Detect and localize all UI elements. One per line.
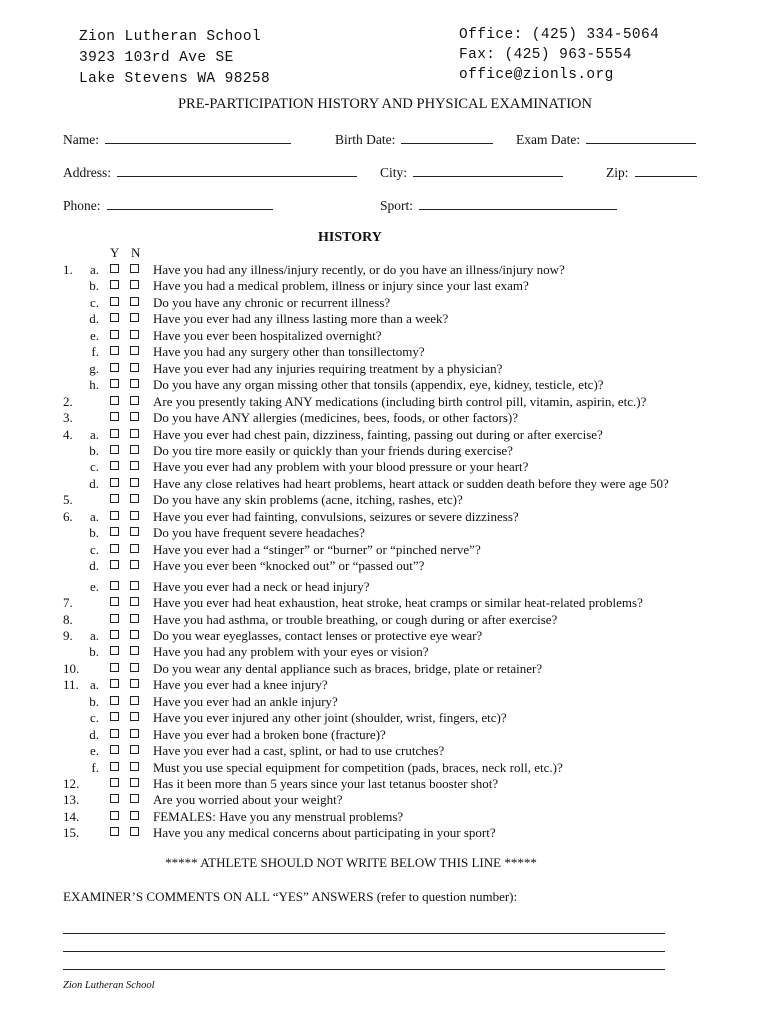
yes-checkbox[interactable] bbox=[110, 679, 119, 688]
yes-checkbox[interactable] bbox=[110, 313, 119, 322]
yes-checkbox[interactable] bbox=[110, 494, 119, 503]
history-question-row bbox=[0, 394, 770, 410]
history-question-row bbox=[0, 443, 770, 459]
history-question-row bbox=[0, 262, 770, 278]
question-sub-letter: e. bbox=[89, 578, 99, 594]
question-number: 8. bbox=[63, 611, 73, 627]
phone-field[interactable] bbox=[63, 197, 273, 214]
question-sub-letter: h. bbox=[89, 377, 99, 393]
question-number: 7. bbox=[63, 595, 73, 610]
address-field[interactable] bbox=[63, 164, 357, 181]
no-checkbox[interactable] bbox=[130, 544, 139, 553]
sport-label: Sport: bbox=[380, 198, 414, 213]
question-text: Do you have any organ missing other that tonsils (appendix, eye, kidney, testicle, etc)? bbox=[153, 377, 604, 393]
question-sub-letter: c. bbox=[89, 294, 99, 310]
no-checkbox[interactable] bbox=[130, 313, 139, 322]
yes-checkbox[interactable] bbox=[110, 461, 119, 470]
question-text: Do you have frequent severe headaches? bbox=[153, 525, 365, 541]
no-checkbox[interactable] bbox=[130, 794, 139, 803]
yes-checkbox[interactable] bbox=[110, 527, 119, 536]
no-checkbox[interactable] bbox=[130, 461, 139, 470]
no-checkbox[interactable] bbox=[130, 597, 139, 606]
question-text: Have you ever had a cast, splint, or had to use crutches? bbox=[153, 743, 445, 758]
no-checkbox[interactable] bbox=[130, 412, 139, 421]
no-checkbox[interactable] bbox=[130, 445, 139, 454]
question-number: 2. bbox=[63, 393, 73, 409]
question-text: Have you had any illness/injury recently, or do you have an illness/injury now? bbox=[153, 262, 565, 277]
birth-date-label: Birth Date: bbox=[335, 132, 396, 147]
question-sub-letter: b. bbox=[89, 442, 99, 458]
no-checkbox[interactable] bbox=[130, 679, 139, 688]
history-question-row bbox=[0, 579, 770, 595]
yes-checkbox[interactable] bbox=[110, 346, 119, 355]
no-checkbox[interactable] bbox=[130, 614, 139, 623]
history-question-row bbox=[0, 492, 770, 508]
question-text: Have you had any problem with your eyes or vision? bbox=[153, 644, 429, 660]
history-question-row bbox=[0, 694, 770, 710]
yes-checkbox[interactable] bbox=[110, 280, 119, 289]
history-question-row bbox=[0, 328, 770, 344]
no-checkbox[interactable] bbox=[130, 560, 139, 569]
school-address-line1: 3923 103rd Ave SE bbox=[79, 50, 234, 66]
history-question-row bbox=[0, 628, 770, 644]
question-number: 9. bbox=[63, 627, 73, 643]
history-question-row bbox=[0, 459, 770, 475]
history-question-row bbox=[0, 476, 770, 492]
no-checkbox[interactable] bbox=[130, 762, 139, 771]
exam-date-label: Exam Date: bbox=[516, 132, 581, 147]
no-checkbox[interactable] bbox=[130, 396, 139, 405]
question-text: Must you use special equipment for competition (pads, braces, neck roll, etc.)? bbox=[153, 759, 563, 775]
yes-checkbox[interactable] bbox=[110, 396, 119, 405]
history-question-row bbox=[0, 361, 770, 377]
name-field[interactable] bbox=[63, 131, 291, 148]
question-number: 13. bbox=[63, 792, 80, 808]
question-sub-letter: f. bbox=[91, 344, 99, 360]
question-sub-letter: e. bbox=[89, 327, 99, 343]
office-phone: Office: (425) 334-5064 bbox=[459, 27, 660, 43]
question-text: Are you worried about your weight? bbox=[153, 792, 343, 808]
history-question-row bbox=[0, 727, 770, 743]
question-text: Do you wear eyeglasses, contact lenses or protective eye wear? bbox=[153, 627, 483, 643]
no-checkbox[interactable] bbox=[130, 478, 139, 487]
question-text: Do you wear any dental appliance such as braces, bridge, plate or retainer? bbox=[153, 660, 543, 676]
history-question-row bbox=[0, 542, 770, 558]
history-question-row bbox=[0, 427, 770, 443]
city-label: City: bbox=[380, 165, 408, 180]
sport-blank[interactable] bbox=[419, 197, 617, 210]
no-checkbox[interactable] bbox=[130, 696, 139, 705]
history-question-row bbox=[0, 792, 770, 808]
city-blank[interactable] bbox=[413, 164, 563, 177]
question-text: Have you ever had any illness lasting more than a week? bbox=[153, 311, 449, 327]
yes-column-label: Y bbox=[110, 245, 120, 260]
history-question-row bbox=[0, 295, 770, 311]
city-field[interactable] bbox=[380, 164, 563, 181]
no-checkbox[interactable] bbox=[130, 745, 139, 754]
yes-checkbox[interactable] bbox=[110, 560, 119, 569]
yes-checkbox[interactable] bbox=[110, 614, 119, 623]
history-question-row bbox=[0, 509, 770, 525]
history-question-row bbox=[0, 809, 770, 825]
no-checkbox[interactable] bbox=[130, 827, 139, 836]
no-checkbox[interactable] bbox=[130, 280, 139, 289]
yes-checkbox[interactable] bbox=[110, 478, 119, 487]
exam-date-blank[interactable] bbox=[586, 131, 696, 144]
question-sub-letter: b. bbox=[89, 644, 99, 660]
comment-line[interactable] bbox=[63, 933, 665, 934]
history-question-row bbox=[0, 558, 770, 574]
yes-checkbox[interactable] bbox=[110, 827, 119, 836]
no-checkbox[interactable] bbox=[130, 527, 139, 536]
yes-checkbox[interactable] bbox=[110, 445, 119, 454]
no-checkbox[interactable] bbox=[130, 363, 139, 372]
no-checkbox[interactable] bbox=[130, 511, 139, 520]
yes-checkbox[interactable] bbox=[110, 544, 119, 553]
question-text: Have you ever injured any other joint (shoulder, wrist, fingers, etc)? bbox=[153, 710, 507, 726]
question-number: 3. bbox=[63, 410, 73, 425]
footer-school-name: Zion Lutheran School bbox=[63, 980, 155, 991]
no-checkbox[interactable] bbox=[130, 494, 139, 503]
no-checkbox[interactable] bbox=[130, 346, 139, 355]
question-sub-letter: b. bbox=[89, 693, 99, 709]
question-text: Have you ever had fainting, convulsions, seizures or severe dizziness? bbox=[153, 508, 519, 524]
yes-checkbox[interactable] bbox=[110, 363, 119, 372]
history-question-row bbox=[0, 595, 770, 611]
yes-checkbox[interactable] bbox=[110, 778, 119, 787]
yes-checkbox[interactable] bbox=[110, 264, 119, 273]
question-number: 5. bbox=[63, 492, 73, 508]
question-sub-letter: d. bbox=[89, 311, 99, 327]
exam-date-field[interactable] bbox=[516, 131, 696, 148]
question-text: Have you ever had a knee injury? bbox=[153, 677, 328, 693]
yes-checkbox[interactable] bbox=[110, 663, 119, 672]
office-email: office@zionls.org bbox=[459, 67, 614, 83]
question-number: 10. bbox=[63, 660, 80, 676]
question-text: Do you have ANY allergies (medicines, bees, foods, or other factors)? bbox=[153, 410, 518, 425]
question-sub-letter: b. bbox=[89, 525, 99, 541]
question-text: Have you had a medical problem, illness or injury since your last exam? bbox=[153, 278, 529, 294]
history-question-row bbox=[0, 525, 770, 541]
no-checkbox[interactable] bbox=[130, 429, 139, 438]
question-text: Have you ever been “knocked out” or “passed out”? bbox=[153, 558, 425, 574]
yes-checkbox[interactable] bbox=[110, 581, 119, 590]
question-text: Are you presently taking ANY medications (including birth control pill, vitamin, aspirin, etc.)? bbox=[153, 393, 647, 409]
question-text: Do you have any chronic or recurrent illness? bbox=[153, 294, 391, 310]
no-checkbox[interactable] bbox=[130, 297, 139, 306]
no-checkbox[interactable] bbox=[130, 379, 139, 388]
question-sub-letter: d. bbox=[89, 558, 99, 574]
yes-checkbox[interactable] bbox=[110, 729, 119, 738]
question-text: Have you ever had chest pain, dizziness, fainting, passing out during or after exercise? bbox=[153, 426, 603, 442]
history-question-row bbox=[0, 278, 770, 294]
yes-checkbox[interactable] bbox=[110, 597, 119, 606]
question-text: Do you have any skin problems (acne, itching, rashes, etc)? bbox=[153, 492, 463, 508]
yes-checkbox[interactable] bbox=[110, 630, 119, 639]
history-question-row bbox=[0, 377, 770, 393]
school-address-block bbox=[79, 27, 270, 90]
no-checkbox[interactable] bbox=[130, 712, 139, 721]
sport-field[interactable] bbox=[380, 197, 617, 214]
question-sub-letter: c. bbox=[89, 459, 99, 475]
history-question-row bbox=[0, 410, 770, 426]
history-question-row bbox=[0, 661, 770, 677]
question-text: Have you ever had heat exhaustion, heat stroke, heat cramps or similar heat-related problems? bbox=[153, 595, 643, 610]
yes-checkbox[interactable] bbox=[110, 794, 119, 803]
question-text: Have you ever had any injuries requiring treatment by a physician? bbox=[153, 360, 503, 376]
address-blank[interactable] bbox=[117, 164, 357, 177]
question-number: 12. bbox=[63, 776, 80, 791]
yes-checkbox[interactable] bbox=[110, 646, 119, 655]
question-text: Have you had asthma, or trouble breathing, or cough during or after exercise? bbox=[153, 611, 558, 627]
no-column-label: N bbox=[131, 245, 141, 260]
no-checkbox[interactable] bbox=[130, 581, 139, 590]
no-checkbox[interactable] bbox=[130, 663, 139, 672]
question-number: 15. bbox=[63, 825, 80, 841]
history-question-row bbox=[0, 344, 770, 360]
no-checkbox[interactable] bbox=[130, 264, 139, 273]
yes-checkbox[interactable] bbox=[110, 811, 119, 820]
question-sub-letter: d. bbox=[89, 726, 99, 742]
athlete-divider-note: ***** ATHLETE SHOULD NOT WRITE BELOW THIS LINE ***** bbox=[165, 855, 537, 870]
yes-checkbox[interactable] bbox=[110, 511, 119, 520]
question-number: 6. bbox=[63, 508, 73, 524]
yes-checkbox[interactable] bbox=[110, 712, 119, 721]
question-sub-letter: c. bbox=[89, 541, 99, 557]
question-number: 14. bbox=[63, 808, 80, 824]
history-heading: HISTORY bbox=[318, 230, 382, 245]
name-blank[interactable] bbox=[105, 131, 291, 144]
question-sub-letter: c. bbox=[89, 710, 99, 726]
yes-checkbox[interactable] bbox=[110, 696, 119, 705]
yes-checkbox[interactable] bbox=[110, 330, 119, 339]
question-text: FEMALES: Have you any menstrual problems? bbox=[153, 808, 404, 824]
question-text: Have you ever had a broken bone (fracture)? bbox=[153, 726, 386, 742]
comment-line[interactable] bbox=[63, 969, 665, 970]
history-question-row bbox=[0, 776, 770, 792]
question-sub-letter: g. bbox=[89, 360, 99, 376]
contact-block bbox=[459, 25, 659, 85]
no-checkbox[interactable] bbox=[130, 330, 139, 339]
history-question-row bbox=[0, 677, 770, 693]
address-label: Address: bbox=[63, 165, 111, 180]
history-question-row bbox=[0, 644, 770, 660]
question-text: Have you any medical concerns about participating in your sport? bbox=[153, 825, 496, 841]
name-label: Name: bbox=[63, 132, 99, 147]
question-text: Have you ever had a neck or head injury? bbox=[153, 578, 370, 594]
history-question-row bbox=[0, 311, 770, 327]
question-number: 4. bbox=[63, 426, 73, 442]
yes-checkbox[interactable] bbox=[110, 412, 119, 421]
birth-date-field[interactable] bbox=[335, 131, 493, 148]
school-address-line2: Lake Stevens WA 98258 bbox=[79, 71, 271, 87]
yes-checkbox[interactable] bbox=[110, 745, 119, 754]
birth-date-blank[interactable] bbox=[401, 131, 493, 144]
question-text: Have you ever had an ankle injury? bbox=[153, 693, 338, 709]
question-text: Have you ever had a “stinger” or “burner” or “pinched nerve”? bbox=[153, 541, 481, 557]
phone-label: Phone: bbox=[63, 198, 101, 213]
question-text: Have any close relatives had heart problems, heart attack or sudden death before they were age 50? bbox=[153, 475, 669, 491]
question-text: Has it been more than 5 years since your last tetanus booster shot? bbox=[153, 776, 499, 791]
examiner-comments-heading: EXAMINER’S COMMENTS ON ALL “YES” ANSWERS (refer to question number): bbox=[63, 889, 518, 904]
question-text: Have you had any surgery other than tonsillectomy? bbox=[153, 344, 425, 360]
yes-checkbox[interactable] bbox=[110, 762, 119, 771]
question-sub-letter: a. bbox=[89, 508, 99, 524]
question-sub-letter: a. bbox=[89, 677, 99, 693]
question-sub-letter: e. bbox=[89, 743, 99, 758]
question-sub-letter: a. bbox=[89, 262, 99, 277]
question-sub-letter: a. bbox=[89, 426, 99, 442]
yes-checkbox[interactable] bbox=[110, 297, 119, 306]
history-question-row bbox=[0, 612, 770, 628]
question-number: 1. bbox=[63, 262, 73, 277]
no-checkbox[interactable] bbox=[130, 646, 139, 655]
history-question-row bbox=[0, 710, 770, 726]
comment-line[interactable] bbox=[63, 951, 665, 952]
question-text: Have you ever had any problem with your blood pressure or your heart? bbox=[153, 459, 529, 475]
zip-label: Zip: bbox=[606, 165, 629, 180]
no-checkbox[interactable] bbox=[130, 729, 139, 738]
yes-checkbox[interactable] bbox=[110, 379, 119, 388]
question-text: Have you ever been hospitalized overnight? bbox=[153, 327, 382, 343]
fax-number: Fax: (425) 963-5554 bbox=[459, 47, 632, 63]
yes-checkbox[interactable] bbox=[110, 429, 119, 438]
no-checkbox[interactable] bbox=[130, 811, 139, 820]
history-question-row bbox=[0, 760, 770, 776]
zip-blank[interactable] bbox=[635, 164, 697, 177]
zip-field[interactable] bbox=[606, 164, 697, 181]
no-checkbox[interactable] bbox=[130, 778, 139, 787]
school-name: Zion Lutheran School bbox=[79, 29, 262, 45]
question-sub-letter: a. bbox=[89, 627, 99, 643]
history-question-row bbox=[0, 743, 770, 759]
question-sub-letter: f. bbox=[91, 759, 99, 775]
phone-blank[interactable] bbox=[107, 197, 273, 210]
question-number: 11. bbox=[63, 677, 79, 693]
form-title: PRE-PARTICIPATION HISTORY AND PHYSICAL EXAMINATION bbox=[177, 96, 593, 112]
no-checkbox[interactable] bbox=[130, 630, 139, 639]
question-text: Do you tire more easily or quickly than your friends during exercise? bbox=[153, 442, 513, 458]
question-sub-letter: b. bbox=[89, 278, 99, 294]
history-question-row bbox=[0, 825, 770, 841]
question-sub-letter: d. bbox=[89, 475, 99, 491]
